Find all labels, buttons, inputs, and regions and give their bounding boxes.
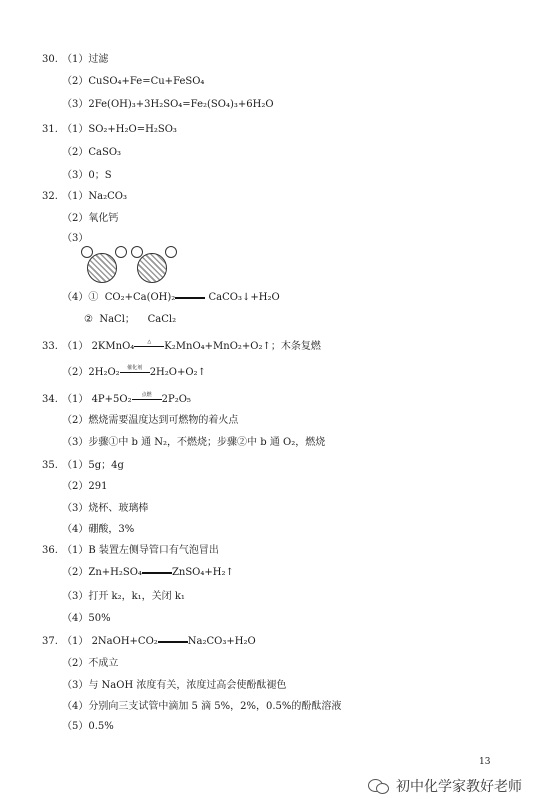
q32-part4b: ② NaCl； CaCl₂ — [84, 314, 177, 325]
page-number: 13 — [479, 757, 491, 767]
q34-part3: （3）步骤①中 b 通 N₂，不燃烧；步骤②中 b 通 O₂，燃烧 — [62, 437, 326, 448]
q34-number: 34. — [42, 394, 58, 405]
q33-number: 33. — [42, 341, 58, 352]
equals-bar-icon — [158, 638, 188, 646]
q34-part1: （1） 4P+5O₂ 点燃 2P₂O₅ — [62, 391, 191, 405]
q30-part2-equation: CuSO₄+Fe=Cu+FeSO₄ — [88, 76, 205, 87]
q37-part1: （1） 2NaOH+CO₂ Na₂CO₃+H₂O — [62, 636, 256, 647]
q32-part1-formula: Na₂CO₃ — [88, 191, 127, 202]
q30-part3: （3）2Fe(OH)₃+3H₂SO₄=Fe₂(SO₄)₃+6H₂O — [62, 99, 274, 110]
q32-part4: （4）① CO₂+Ca(OH)₂ CaCO₃↓+H₂O — [62, 292, 280, 303]
q36-part3: （3）打开 k₂，k₁，关闭 k₁ — [62, 591, 185, 602]
reaction-arrow-icon: △ — [134, 342, 164, 352]
q36-number: 36. — [42, 545, 58, 556]
q35-part2: （2）291 — [62, 481, 108, 492]
q35-number: 35. — [42, 460, 58, 471]
q31-part1-equation: SO₂+H₂O=H₂SO₃ — [88, 124, 177, 135]
q30-part3-equation: 2Fe(OH)₃+3H₂SO₄=Fe₂(SO₄)₃+6H₂O — [88, 99, 274, 110]
q35-part1: （1）5g；4g — [62, 460, 124, 471]
q35-part4: （4）硼酸，3% — [62, 524, 135, 535]
reaction-arrow-icon: 催化剂 — [120, 368, 150, 378]
q31-number: 31. — [42, 124, 58, 135]
q36-part2: （2）Zn+H₂SO₄ ZnSO₄+H₂↑ — [62, 567, 234, 578]
q32-part3: （3） — [62, 233, 89, 244]
q37-part4: （4）分别向三支试管中滴加 5 滴 5%，2%，0.5%的酚酞溶液 — [62, 701, 342, 712]
reaction-arrow-icon: 点燃 — [132, 395, 162, 405]
watermark — [368, 776, 522, 796]
q37-part5: （5）0.5% — [62, 721, 114, 732]
q37-part2: （2）不成立 — [62, 658, 119, 669]
wechat-icon — [368, 777, 390, 795]
q30-number: 30. — [42, 54, 58, 65]
q37-number: 37. — [42, 636, 58, 647]
q36-part4: （4）50% — [62, 613, 111, 624]
q32-part4-reactants: CO₂+Ca(OH)₂ — [104, 292, 176, 303]
q32-part4-products: CaCO₃↓+H₂O — [208, 292, 280, 303]
q34-part2: （2）燃烧需要温度达到可燃物的着火点 — [62, 415, 239, 426]
q31-part3: （3）0；S — [62, 170, 112, 181]
q32-part2: （2）氧化钙 — [62, 213, 119, 224]
q32-part1: （1）Na₂CO₃ — [62, 191, 127, 202]
q31-part1: （1）SO₂+H₂O=H₂SO₃ — [62, 124, 177, 135]
q32-number: 32. — [42, 191, 58, 202]
q35-part3: （3）烧杯、玻璃棒 — [62, 503, 149, 514]
equals-bar-icon — [142, 569, 172, 577]
q33-part2: （2）2H₂O₂ 催化剂 2H₂O+O₂↑ — [62, 364, 206, 378]
q33-part1: （1） 2KMnO₄ △ K₂MnO₄+MnO₂+O₂↑；木条复燃 — [62, 338, 321, 352]
molecule-model-icon — [131, 246, 177, 286]
q36-part1: （1）B 装置左侧导管口有气泡冒出 — [62, 545, 219, 556]
q37-part3: （3）与 NaOH 浓度有关，浓度过高会使酚酞褪色 — [62, 680, 287, 691]
q31-part2: （2）CaSO₃ — [62, 147, 122, 158]
molecule-model-icon — [81, 246, 127, 286]
equals-bar-icon — [175, 294, 205, 302]
q30-part1: （1）过滤 — [62, 54, 109, 65]
watermark-text: 初中化学家教好老师 — [396, 779, 522, 795]
q30-part2: （2）CuSO₄+Fe=Cu+FeSO₄ — [62, 76, 205, 87]
